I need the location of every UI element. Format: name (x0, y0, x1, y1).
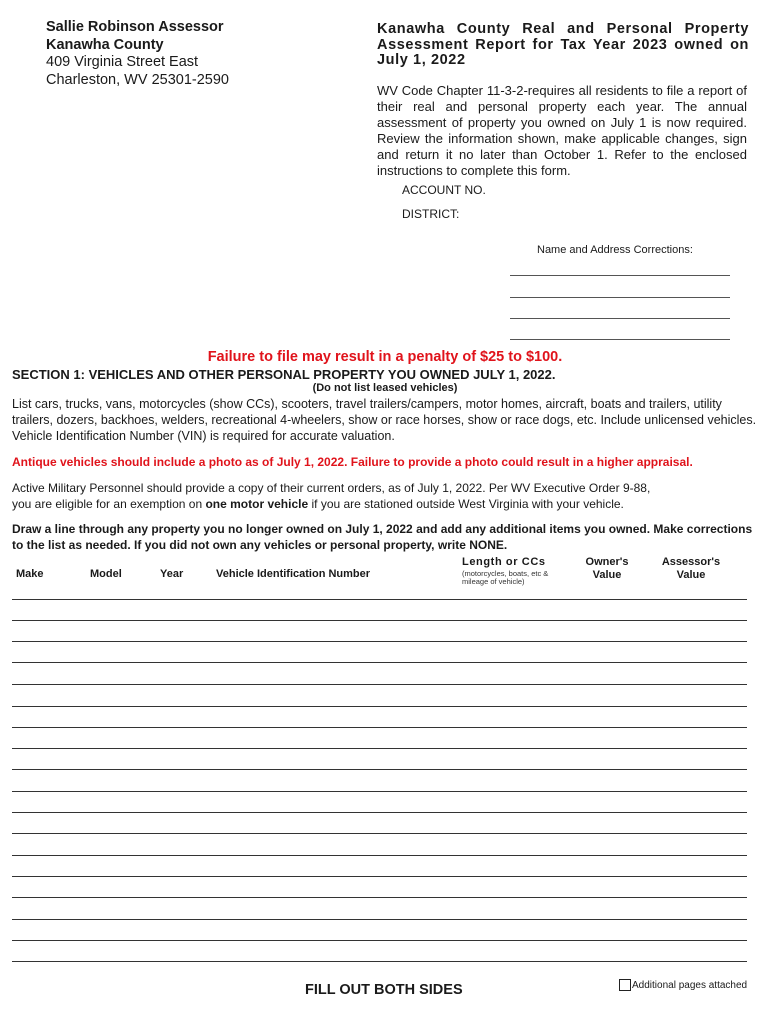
col-year: Year (160, 568, 184, 580)
col-make: Make (16, 568, 44, 580)
correction-line[interactable] (510, 339, 730, 340)
table-row[interactable] (12, 940, 747, 941)
table-row[interactable] (12, 748, 747, 749)
table-row[interactable] (12, 812, 747, 813)
district-label: DISTRICT: (402, 207, 460, 221)
table-row[interactable] (12, 791, 747, 792)
col-model: Model (90, 568, 122, 580)
correction-line[interactable] (510, 275, 730, 276)
leased-note: (Do not list leased vehicles) (312, 382, 458, 394)
military-text: if you are stationed outside West Virginia with your vehicle. (308, 497, 624, 511)
corrections-label: Name and Address Corrections: (537, 244, 693, 256)
table-row[interactable] (12, 833, 747, 834)
table-row[interactable] (12, 855, 747, 856)
report-title: Kanawha County Real and Personal Property Assessment Report for Tax Year 2023 owned on July 1, 2022 (377, 21, 749, 68)
table-row[interactable] (12, 662, 747, 663)
table-row[interactable] (12, 876, 747, 877)
table-row[interactable] (12, 961, 747, 962)
report-intro: WV Code Chapter 11-3-2-requires all residents to file a report of their real and personal property each year. The annual assessment of property you owned on July 1 is now required. Review the information shown, make applicable changes, sign and return it no later than October 1. Refer to the enclosed instructions to complete this form. (377, 83, 747, 178)
additional-pages-label: Additional pages attached (632, 980, 748, 991)
table-row[interactable] (12, 769, 747, 770)
col-assessor-value: Assessor's Value (661, 556, 721, 581)
table-row[interactable] (12, 919, 747, 920)
table-row[interactable] (12, 727, 747, 728)
military-line-1: Active Military Personnel should provide a copy of their current orders, as of July 1, 2022. Per WV Executive Order 9-88, (12, 481, 651, 495)
table-row[interactable] (12, 706, 747, 707)
antique-note: Antique vehicles should include a photo as of July 1, 2022. Failure to provide a photo could result in a higher appraisal. (12, 455, 693, 469)
correction-line[interactable] (510, 318, 730, 319)
correction-line[interactable] (510, 297, 730, 298)
col-length: Length or CCs (462, 556, 546, 568)
assessor-name: Sallie Robinson Assessor (46, 19, 224, 35)
section1-title: SECTION 1: VEHICLES AND OTHER PERSONAL PROPERTY YOU OWNED JULY 1, 2022. (12, 367, 556, 382)
military-note (12, 480, 752, 512)
table-row[interactable] (12, 684, 747, 685)
table-row[interactable] (12, 897, 747, 898)
assessor-city: Charleston, WV 25301-2590 (46, 71, 229, 88)
assessor-county: Kanawha County (46, 36, 164, 53)
military-emphasis: one motor vehicle (205, 497, 309, 511)
military-line-2 (12, 496, 752, 512)
fill-out-both-sides: FILL OUT BOTH SIDES (305, 982, 463, 998)
table-row[interactable] (12, 620, 747, 621)
section1-instructions: List cars, trucks, vans, motorcycles (show CCs), scooters, travel trailers/campers, motor homes, aircraft, boats and trailers, utility trailers, dozers, backhoes, welders, recreational 4-wheelers, show or race horses, show or race dogs, etc. Include unlicensed vehicles. Vehicle Identification Number (VIN) is required for accurate valuation. (12, 397, 757, 443)
penalty-warning: Failure to file may result in a penalty of $25 to $100. (207, 349, 563, 365)
col-vin: Vehicle Identification Number (216, 568, 371, 580)
table-row[interactable] (12, 641, 747, 642)
col-owner-value: Owner's Value (585, 556, 629, 581)
account-number-label: ACCOUNT NO. (402, 183, 486, 197)
draw-line-instructions: Draw a line through any property you no longer owned on July 1, 2022 and add any additional items you owned. Make corrections to the list as needed. If you did not own any vehicles or personal property, write NONE. (12, 522, 753, 552)
table-row[interactable] (12, 599, 747, 600)
military-text: you are eligible for an exemption on (12, 497, 206, 511)
assessor-street: 409 Virginia Street East (46, 54, 199, 70)
col-length-sub: (motorcycles, boats, etc & mileage of vehicle) (462, 569, 549, 586)
additional-pages-checkbox[interactable] (619, 979, 631, 991)
assessor-address-block (46, 19, 229, 89)
